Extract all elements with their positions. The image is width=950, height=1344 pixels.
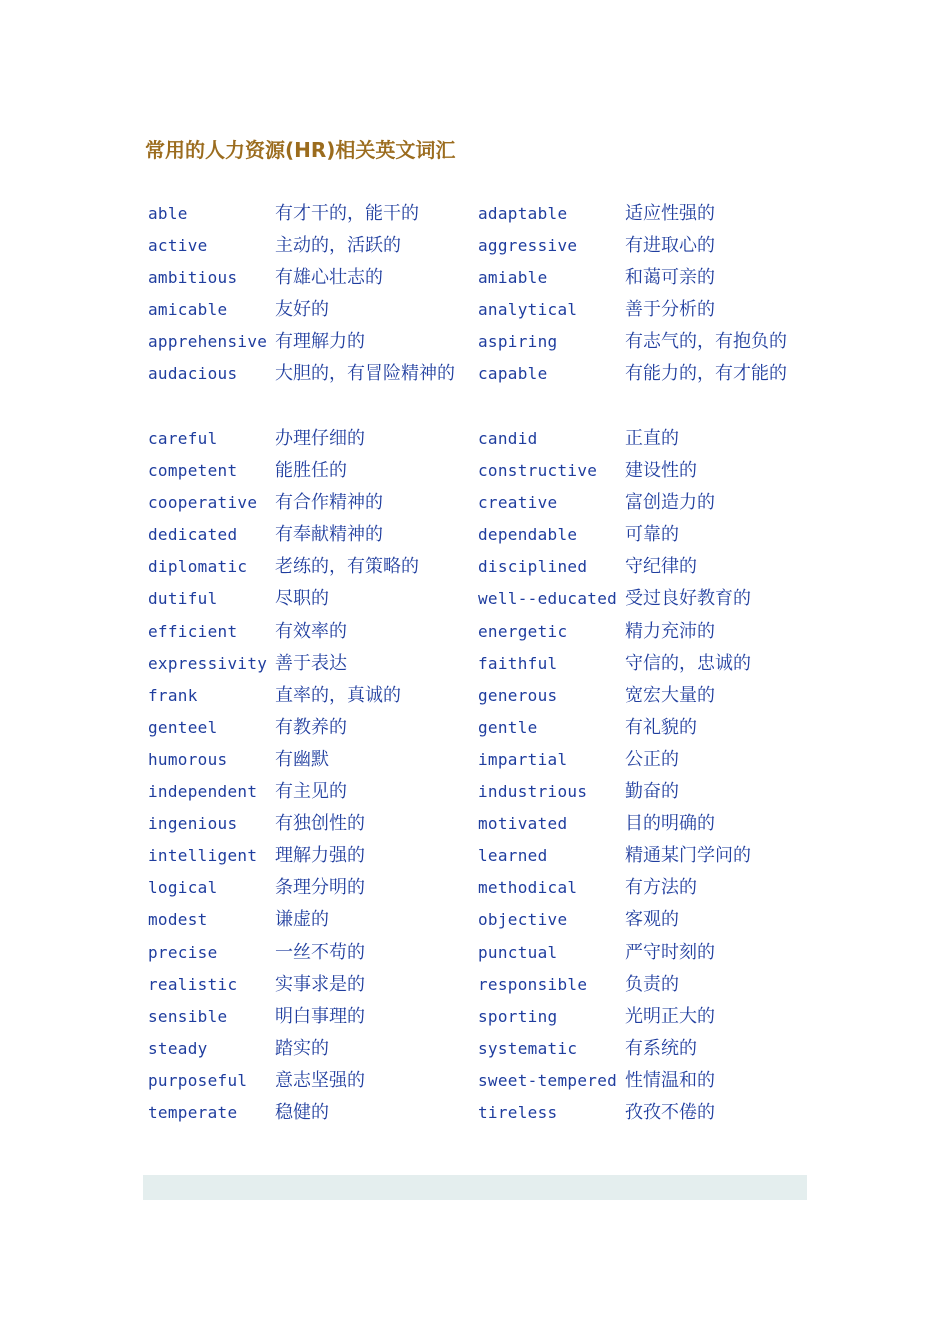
english-word: ambitious — [148, 268, 238, 288]
chinese-meaning: 有才干的，能干的 — [275, 203, 419, 224]
chinese-meaning: 善于表达 — [275, 652, 347, 674]
english-word: learned — [478, 846, 548, 866]
english-word: purposeful — [148, 1070, 248, 1090]
english-word: aggressive — [478, 236, 578, 256]
chinese-meaning: 负责的 — [625, 973, 679, 995]
chinese-meaning: 有礼貌的 — [625, 716, 697, 738]
chinese-meaning: 有雄心壮志的 — [275, 267, 383, 289]
chinese-meaning: 精力充沛的 — [625, 620, 715, 642]
english-word: sensible — [148, 1006, 228, 1026]
vocab-row — [148, 808, 828, 840]
chinese-meaning: 主动的，活跃的 — [275, 235, 401, 257]
english-word: tireless — [478, 1102, 558, 1122]
english-word: amicable — [148, 300, 228, 320]
english-word: analytical — [478, 300, 578, 320]
english-word: objective — [478, 910, 568, 930]
english-word: efficient — [148, 621, 238, 641]
english-word: disciplined — [478, 557, 588, 577]
vocab-row — [148, 969, 828, 1001]
vocab-row — [148, 487, 828, 519]
vocab-row — [148, 455, 828, 487]
chinese-meaning: 有合作精神的 — [275, 492, 383, 514]
english-word: industrious — [478, 782, 588, 802]
vocab-row — [148, 872, 828, 904]
english-word: modest — [148, 910, 208, 930]
english-word: punctual — [478, 942, 558, 962]
english-word: logical — [148, 878, 218, 898]
chinese-meaning: 富创造力的 — [625, 492, 715, 514]
english-word: audacious — [148, 364, 238, 384]
english-word: aspiring — [478, 332, 558, 352]
vocab-row — [148, 937, 828, 969]
english-word: gentle — [478, 717, 538, 737]
chinese-meaning: 有主见的 — [275, 781, 347, 803]
chinese-meaning: 踏实的 — [275, 1037, 329, 1059]
english-word: ingenious — [148, 814, 238, 834]
chinese-meaning: 有效率的 — [275, 620, 347, 642]
vocab-row — [148, 551, 828, 583]
chinese-meaning: 正直的 — [625, 428, 679, 449]
chinese-meaning: 宽宏大量的 — [625, 684, 715, 706]
english-word: humorous — [148, 749, 228, 769]
chinese-meaning: 有方法的 — [625, 877, 697, 899]
chinese-meaning: 和蔼可亲的 — [625, 267, 715, 289]
vocab-row — [148, 358, 828, 390]
english-word: sporting — [478, 1006, 558, 1026]
english-word: energetic — [478, 621, 568, 641]
vocab-row — [148, 423, 828, 455]
chinese-meaning: 意志坚强的 — [275, 1069, 365, 1091]
chinese-meaning: 大胆的，有冒险精神的 — [275, 363, 455, 385]
vocab-row — [148, 1001, 828, 1033]
english-word: faithful — [478, 653, 558, 673]
vocab-row — [148, 198, 828, 230]
chinese-meaning: 有理解力的 — [275, 331, 365, 353]
english-word: sweet-tempered — [478, 1070, 618, 1090]
english-word: dutiful — [148, 589, 218, 609]
chinese-meaning: 谦虚的 — [275, 909, 329, 931]
english-word: generous — [478, 685, 558, 705]
english-word: creative — [478, 493, 558, 513]
english-word: cooperative — [148, 493, 258, 513]
chinese-meaning: 条理分明的 — [275, 877, 365, 899]
chinese-meaning: 适应性强的 — [625, 203, 715, 224]
vocab-row — [148, 230, 828, 262]
vocab-section-2 — [148, 423, 828, 1129]
english-word: methodical — [478, 878, 578, 898]
chinese-meaning: 可靠的 — [625, 524, 679, 546]
english-word: amiable — [478, 268, 548, 288]
chinese-meaning: 直率的，真诚的 — [275, 684, 401, 706]
vocab-row — [148, 1065, 828, 1097]
vocab-row — [148, 519, 828, 551]
english-word: dependable — [478, 525, 578, 545]
english-word: steady — [148, 1038, 208, 1058]
vocab-row — [148, 1097, 828, 1129]
english-word: realistic — [148, 974, 238, 994]
chinese-meaning: 友好的 — [275, 299, 329, 321]
chinese-meaning: 有能力的，有才能的 — [625, 363, 787, 385]
chinese-meaning: 勤奋的 — [625, 781, 679, 803]
chinese-meaning: 孜孜不倦的 — [625, 1101, 715, 1123]
chinese-meaning: 守纪律的 — [625, 556, 697, 578]
chinese-meaning: 有教养的 — [275, 716, 347, 738]
vocab-row — [148, 712, 828, 744]
english-word: frank — [148, 685, 198, 705]
vocab-row — [148, 326, 828, 358]
english-word: systematic — [478, 1038, 578, 1058]
english-word: intelligent — [148, 846, 258, 866]
english-word: apprehensive — [148, 332, 268, 352]
chinese-meaning: 光明正大的 — [625, 1005, 715, 1027]
chinese-meaning: 有独创性的 — [275, 813, 365, 835]
vocab-row — [148, 1033, 828, 1065]
chinese-meaning: 有幽默 — [275, 748, 329, 770]
chinese-meaning: 守信的，忠诚的 — [625, 652, 751, 674]
chinese-meaning: 有志气的，有抱负的 — [625, 331, 787, 353]
vocab-row — [148, 744, 828, 776]
english-word: impartial — [478, 749, 568, 769]
english-word: adaptable — [478, 204, 568, 223]
english-word: independent — [148, 782, 258, 802]
english-word: active — [148, 236, 208, 256]
english-word: dedicated — [148, 525, 238, 545]
chinese-meaning: 受过良好教育的 — [625, 588, 751, 610]
vocab-row — [148, 904, 828, 936]
vocab-row — [148, 680, 828, 712]
english-word: diplomatic — [148, 557, 248, 577]
page-title: 常用的人力资源(HR)相关英文词汇 — [145, 138, 456, 162]
english-word: motivated — [478, 814, 568, 834]
english-word: responsible — [478, 974, 588, 994]
vocab-row — [148, 262, 828, 294]
english-word: well--educated — [478, 589, 618, 609]
vocab-section-1 — [148, 198, 828, 391]
chinese-meaning: 建设性的 — [625, 460, 697, 482]
chinese-meaning: 精通某门学问的 — [625, 845, 751, 867]
english-word: careful — [148, 429, 218, 448]
chinese-meaning: 严守时刻的 — [625, 941, 715, 963]
chinese-meaning: 办理仔细的 — [275, 428, 365, 449]
vocab-row — [148, 840, 828, 872]
chinese-meaning: 性情温和的 — [625, 1069, 715, 1091]
chinese-meaning: 尽职的 — [275, 588, 329, 610]
english-word: expressivity — [148, 653, 268, 673]
chinese-meaning: 善于分析的 — [625, 299, 715, 321]
english-word: competent — [148, 461, 238, 481]
english-word: constructive — [478, 461, 598, 481]
english-word: precise — [148, 942, 218, 962]
chinese-meaning: 稳健的 — [275, 1101, 329, 1123]
chinese-meaning: 实事求是的 — [275, 973, 365, 995]
chinese-meaning: 目的明确的 — [625, 813, 715, 835]
footer-band — [143, 1175, 807, 1200]
vocab-row — [148, 648, 828, 680]
chinese-meaning: 理解力强的 — [275, 845, 365, 867]
chinese-meaning: 客观的 — [625, 909, 679, 931]
chinese-meaning: 有系统的 — [625, 1037, 697, 1059]
english-word: able — [148, 204, 188, 223]
chinese-meaning: 公正的 — [625, 748, 679, 770]
english-word: genteel — [148, 717, 218, 737]
chinese-meaning: 老练的，有策略的 — [275, 556, 419, 578]
english-word: candid — [478, 429, 538, 448]
vocab-row — [148, 616, 828, 648]
chinese-meaning: 有奉献精神的 — [275, 524, 383, 546]
vocab-row — [148, 776, 828, 808]
english-word: temperate — [148, 1102, 238, 1122]
english-word: capable — [478, 364, 548, 384]
chinese-meaning: 有进取心的 — [625, 235, 715, 257]
chinese-meaning: 能胜任的 — [275, 460, 347, 482]
chinese-meaning: 一丝不苟的 — [275, 941, 365, 963]
vocab-row — [148, 294, 828, 326]
chinese-meaning: 明白事理的 — [275, 1005, 365, 1027]
vocab-row — [148, 583, 828, 615]
